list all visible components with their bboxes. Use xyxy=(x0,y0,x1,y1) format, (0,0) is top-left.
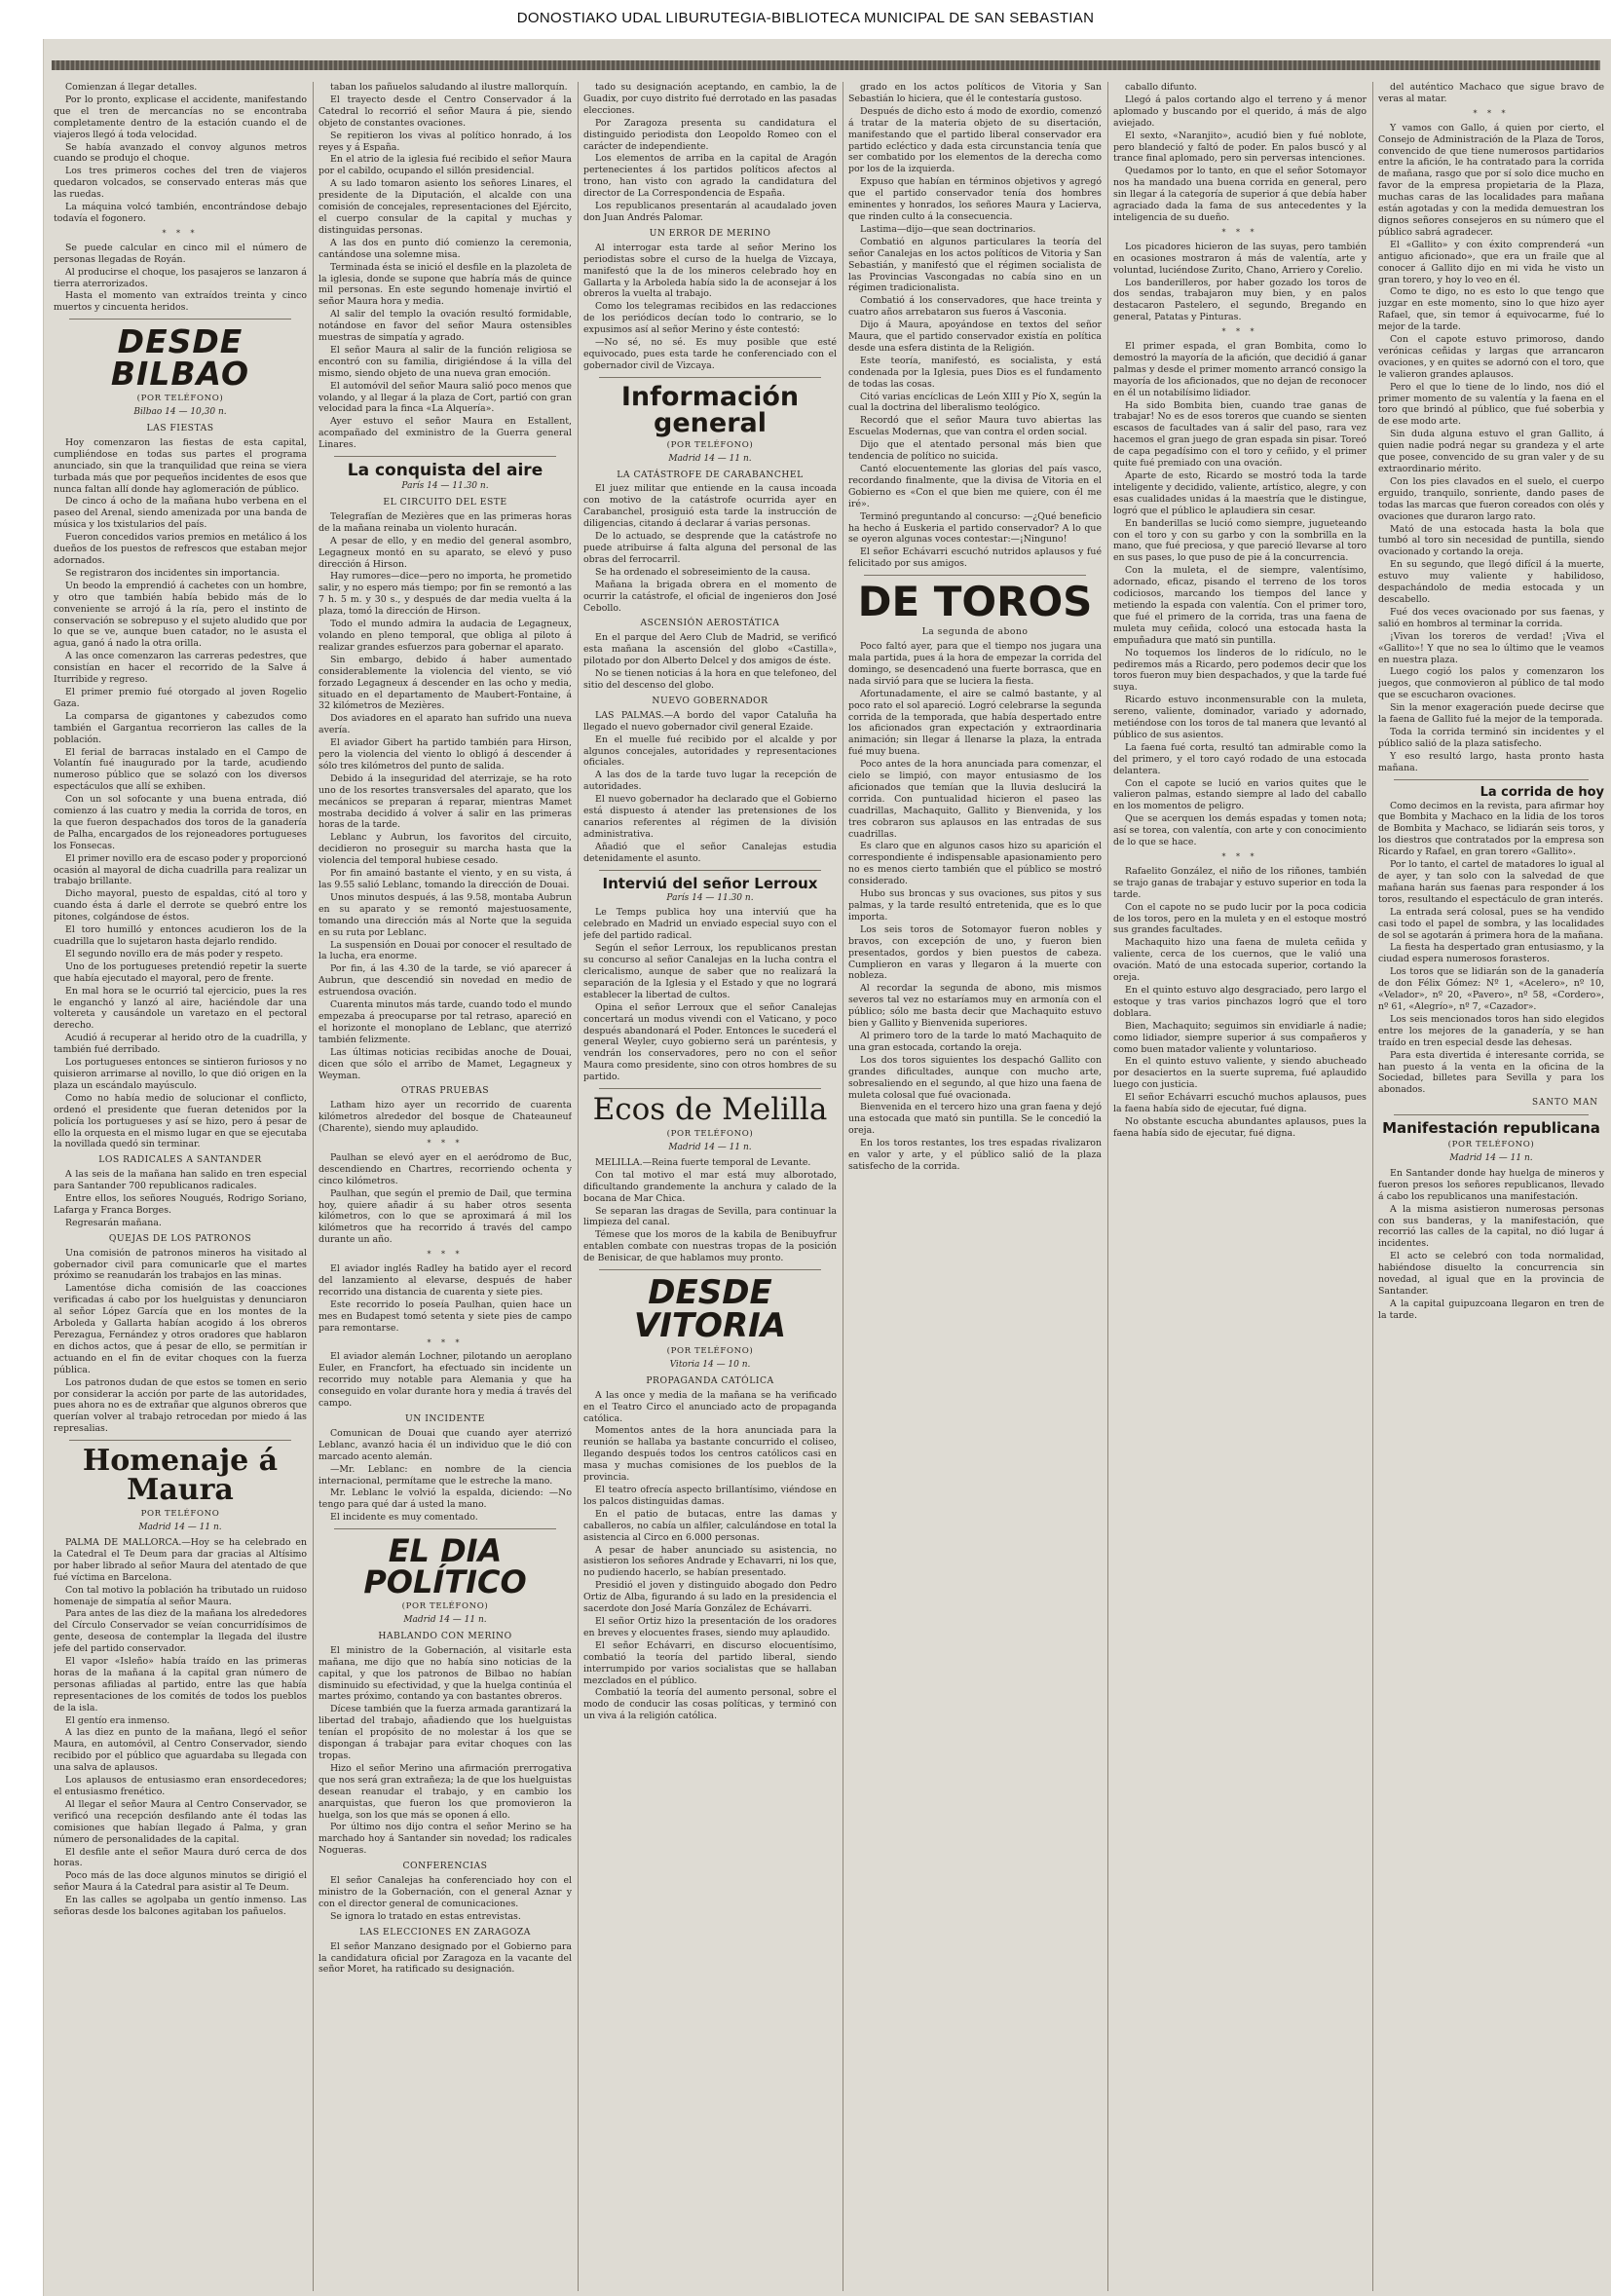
article-paragraph: Regresarán mañana. xyxy=(65,1217,162,1228)
article-paragraph: El señor Echávarri escuchó nutridos aplausos y fué felicitado por sus amigos. xyxy=(848,546,1102,570)
archive-header xyxy=(0,0,1611,39)
article-paragraph: A las once y media de la mañana se ha verificado en el Teatro Circo el anunciado acto de propaganda católica. xyxy=(583,1389,837,1424)
article-paragraph: El vapor «Isleño» había traído en las primeras horas de la mañana á la capital gran número de personas afiliadas al partido, entre las que había representaciones de los comités de todos los pueblos de la isla. xyxy=(54,1656,307,1713)
dateline: Bilbao 14 — 10,30 n. xyxy=(133,407,227,418)
article-paragraph: grado en los actos políticos de Vitoria y San Sebastián lo hiciera, que él le contestaría gustoso. xyxy=(848,82,1102,104)
section-headline: Ecos de Melilla xyxy=(592,1092,828,1128)
article-paragraph: El primer premio fué otorgado al joven Rogelio Gaza. xyxy=(54,686,307,709)
article-paragraph: Los banderilleros, por haber gozado los toros de dos sendas, trabajaron muy bien, y en palos destacaron Pastelero, el segundo, Bregando en general, Patatas y Pinturas. xyxy=(1113,277,1367,323)
article-paragraph: En el atrio de la iglesia fué recibido el señor Maura por el cabildo, ocupando el sillón presidencial. xyxy=(318,154,572,177)
article-paragraph: Acudió á recuperar al herido otro de la cuadrilla, y también fué derribado. xyxy=(54,1033,307,1056)
section-separator: * * * xyxy=(427,1337,464,1347)
column-3 xyxy=(583,82,837,2293)
dateline: Madrid 14 — 11 n. xyxy=(138,1523,222,1533)
article-paragraph: Poco faltó ayer, para que el tiempo nos jugara una mala partida, pues á la hora de empezar la corrida del domingo, se desencadenó una fuerte borrasca, que en nada sirvió para que se luciera la fiesta. xyxy=(848,641,1102,687)
article-paragraph: El juez militar que entiende en la causa incoada con motivo de la catástrofe ocurrida ayer en Carabanchel, prosiguió esta tarde la instrucción de diligencias, citando á declarar á varias personas. xyxy=(583,483,837,530)
article-paragraph: El señor Manzano designado por el Gobierno para la candidatura oficial por Zaragoza en la vacante del señor Moret, ha ratificado su designación. xyxy=(318,1940,572,1976)
section-separator: * * * xyxy=(1221,327,1258,337)
article-paragraph: A su lado tomaron asiento los señores Linares, el presidente de la Diputación, el alcalde con una comisión de concejales, representaciones del Ejército, el cuerpo consular de la capital y muchas y distinguidas personas. xyxy=(318,178,572,236)
section-headline: La corrida de hoy xyxy=(1480,784,1604,800)
source-line: (POR TELÉFONO) xyxy=(666,1346,754,1357)
article-paragraph: El señor Canalejas ha conferenciado hoy con el ministro de la Gobernación, con el general Aznar y con el director general de comunicaciones. xyxy=(318,1875,572,1909)
column-divider xyxy=(1107,82,1108,2291)
section-rule xyxy=(69,1440,291,1441)
subheading: CONFERENCIAS xyxy=(402,1861,488,1872)
article-paragraph: El nuevo gobernador ha declarado que el Gobierno está dispuesto á atender las pretensiones de los canarios referentes al régimen de la división administrativa. xyxy=(583,794,837,840)
section-rule xyxy=(599,870,821,871)
article-paragraph: El incidente es muy comentado. xyxy=(330,1512,478,1524)
article-paragraph: —Mr. Leblanc: en nombre de la ciencia internacional, permítame que le estreche la mano. xyxy=(318,1463,572,1487)
article-paragraph: La comparsa de gigantones y cabezudos como también el Gargantua recorrieron las calles de la población. xyxy=(54,710,307,745)
article-paragraph: Para antes de las diez de la mañana los alrededores del Círculo Conservador se veían concurridísimos de gente, deseosa de contemplar la llegada del ilustre jefe del partido conservador. xyxy=(54,1608,307,1655)
article-paragraph: Se repitieron los vivas al político honrado, á los reyes y á España. xyxy=(318,130,572,153)
article-paragraph: Hizo el señor Merino una afirmación prerrogativa que nos será gran extrañeza; la de que los huelguistas desean reanudar el trabajo, y en cambio los anarquistas, que fueron los que promovieron la huelga, son los que más se oponen á ello. xyxy=(318,1762,572,1821)
source-line: (POR TELÉFONO) xyxy=(1447,1140,1535,1150)
article-paragraph: El aviador inglés Radley ha batido ayer el record del lanzamiento al elevarse, después de haber recorrido una distancia de cuarenta y siete pies. xyxy=(318,1263,572,1298)
article-paragraph: Es claro que en algunos casos hizo su aparición el correspondiente é indispensable apasionamiento pero no es menos cierto también que el público se mostró considerado. xyxy=(848,841,1102,887)
article-paragraph: Ricardo estuvo inconmensurable con la muleta, sereno, valiente, dominador, variado y adornado, metiéndose con los toros de tal manera que levantó al público de sus asientos. xyxy=(1113,695,1367,740)
article-paragraph: El toro humilló y entonces acudieron los de la cuadrilla que lo sujetaron hasta dejarlo rendido. xyxy=(54,924,307,947)
article-paragraph: Cantó elocuentemente las glorias del país vasco, recordando finalmente, que la divisa de Vitoria en el Gobierno es «Con el que bien me quiere, con él me iré». xyxy=(848,464,1102,509)
article-paragraph: No toquemos los linderos de lo ridículo, no le pediremos más a Ricardo, pero podemos decir que los toros fueron muy bien despachados, y que la tarde fué suya. xyxy=(1113,647,1367,694)
article-paragraph: Los patronos dudan de que estos se tomen en serio por considerar la acción por parte de las autoridades, pues ahora no es de extrañar que algunos obreros que querían volver al trabajo retrocedan por miedo á las represalias. xyxy=(54,1376,307,1435)
article-paragraph: Bien, Machaquito; seguimos sin envidiarle á nadie; como lidiador, siempre superior á sus compañeros y como buen matador valiente y voluntarioso. xyxy=(1113,1020,1367,1055)
section-separator: * * * xyxy=(162,228,199,238)
article-paragraph: Leblanc y Aubrun, los favoritos del circuito, decidieron no proseguir su marcha hasta que la violencia del temporal hubiese cesado. xyxy=(318,832,572,867)
section-headline: EL DIA POLÍTICO xyxy=(363,1532,527,1601)
article-paragraph: Mr. Leblanc le volvió la espalda, diciendo: —No tengo para qué dar á usted la mano. xyxy=(318,1487,572,1511)
article-paragraph: Como te digo, no es esto lo que tengo que juzgar en este momento, sino lo que hizo ayer Rafael, que, sin temor á equivocarme, fué lo mejor de la tarde. xyxy=(1378,286,1604,333)
column-divider xyxy=(1372,82,1373,2291)
article-paragraph: Témese que los moros de la kabila de Benibuyfrur entablen combate con nuestras tropas de la posición de Benisicar, de que hablamos muy pronto. xyxy=(583,1229,837,1264)
article-paragraph: Mató de una estocada hasta la bola que tumbó al toro sin necesidad de puntilla, siendo ovacionado y cortando la oreja. xyxy=(1378,523,1604,558)
article-paragraph: Se separan las dragas de Sevilla, para continuar la limpieza del canal. xyxy=(583,1205,837,1228)
section-rule xyxy=(1394,779,1589,780)
article-paragraph: Momentos antes de la hora anunciada para la reunión se hallaba ya bastante concurrido el coliseo, llegando después todos los centros católicos casi en masa y muchas comisiones de los pueblos de la provincia. xyxy=(583,1425,837,1484)
article-paragraph: Uno de los portugueses pretendió repetir la suerte que había ejecutado el mayoral, pero de frente. xyxy=(54,960,307,984)
article-paragraph: La fiesta ha despertado gran entusiasmo, y la ciudad espera numerosos forasteros. xyxy=(1378,942,1604,965)
article-paragraph: El segundo novillo era de más poder y respeto. xyxy=(65,948,283,960)
article-paragraph: Por Zaragoza presenta su candidatura el distinguido periodista don Leopoldo Romeo con el carácter de independiente. xyxy=(583,117,837,152)
article-paragraph: Poco más de las doce algunos minutos se dirigió el señor Maura á la Catedral para asistir al Te Deum. xyxy=(54,1870,307,1894)
article-paragraph: Dijo á Maura, apoyándose en textos del señor Maura, que el partido conservador existía en política desde una esfera distinta de la Religión. xyxy=(848,320,1102,354)
subheading: LAS FIESTAS xyxy=(146,423,214,434)
article-paragraph: —No sé, no sé. Es muy posible que esté equivocado, pues esta tarde he conferenciado con el gobernador civil de Vizcaya. xyxy=(583,337,837,371)
article-paragraph: Se había avanzado el convoy algunos metros cuando se produjo el choque. xyxy=(54,141,307,165)
subheading: HABLANDO CON MERINO xyxy=(378,1630,512,1641)
article-paragraph: Añadió que el señor Canalejas estudia detenidamente el asunto. xyxy=(583,841,837,864)
subheading: PROPAGANDA CATÓLICA xyxy=(646,1374,774,1386)
article-paragraph: Al llegar el señor Maura al Centro Conservador, se verificó una recepción desfilando ante él todas las comisiones que habían llegado á Palma, y gran número de personalidades de la capital. xyxy=(54,1798,307,1845)
article-paragraph: Mañana la brigada obrera en el momento de ocurrir la catástrofe, el oficial de ingenieros don José Cebollo. xyxy=(583,579,837,614)
dateline: Madrid 14 — 11 n. xyxy=(668,453,752,464)
article-paragraph: Todo el mundo admira la audacia de Legagneux, volando en pleno temporal, que obliga al piloto á realizar grandes esfuerzos para gobernar el aparato. xyxy=(318,619,572,653)
dateline: Madrid 14 — 11 n. xyxy=(1449,1153,1533,1164)
article-paragraph: El trayecto desde el Centro Conservador á la Catedral lo recorrió el señor Maura á pie, siendo objeto de constantes ovaciones. xyxy=(318,94,572,129)
article-paragraph: Latham hizo ayer un recorrido de cuarenta kilómetros alrededor del bosque de Chateauneuf (Charente), siendo muy aplaudido. xyxy=(318,1100,572,1135)
article-paragraph: Los tres primeros coches del tren de viajeros quedaron volcados, se conservado enteras más que las ruedas. xyxy=(54,166,307,201)
article-paragraph: Al primero toro de la tarde lo mató Machaquito de una gran estocada, cortando la oreja. xyxy=(848,1030,1102,1053)
article-paragraph: Al recordar la segunda de abono, mis mismos severos tal vez no estaríamos muy en armonía con el público; sólo me basta decir que Machaquito estuvo bien y Gallito y Bienvenida superiores. xyxy=(848,983,1102,1030)
article-paragraph: Paulhan se elevó ayer en el aeródromo de Buc, descendiendo en Chartres, recorriendo ochenta y cinco kilómetros. xyxy=(318,1151,572,1186)
article-paragraph: A las dos en punto dió comienzo la ceremonia, cantándose una solemne misa. xyxy=(318,237,572,260)
article-paragraph: Por fin, á las 4.30 de la tarde, se vió aparecer á Aubrun, que descendió sin novedad en medio de estruendosa ovación. xyxy=(318,963,572,998)
article-paragraph: La entrada será colosal, pues se ha vendido casi todo el papel de sombra, y las localidades de sol se agotarán á primera hora de la mañana. xyxy=(1378,906,1604,941)
article-paragraph: Al salir del templo la ovación resultó formidable, notándose en favor del señor Maura ostensibles muestras de simpatía y agrado. xyxy=(318,309,572,344)
article-paragraph: Con tal motivo la población ha tributado un ruidoso homenaje de simpatía al señor Maura. xyxy=(54,1584,307,1607)
section-rule xyxy=(599,377,821,378)
article-paragraph: Debido á la inseguridad del aterrizaje, se ha roto uno de los resortes transversales del aparato, que los mecánicos se preparan á reparar, mientras Mamet mostraba decidido á volver á salir en las primeras horas de la tarde. xyxy=(318,772,572,831)
article-paragraph: De lo actuado, se desprende que la catástrofe no puede atribuirse á falta alguna del personal de las obras del ferrocarril. xyxy=(583,531,837,565)
article-paragraph: Después de dicho esto á modo de exordio, comenzó á tratar de la materia objeto de su disertación, manifestando que el partido liberal conservador era partido ecléctico y dada esta circunstancia tenía que ser combatido por los elementos de la derecha como por los de la izquierda. xyxy=(848,105,1102,175)
article-paragraph: Terminó preguntando al concurso: —¿Qué beneficio ha hecho á Euskeria el partido conservador? A lo que se oyeron algunas voces contestar:—¡Ninguno! xyxy=(848,510,1102,546)
source-line: (POR TELÉFONO) xyxy=(401,1601,489,1612)
article-paragraph: Quedamos por lo tanto, en que el señor Sotomayor nos ha mandado una buena corrida en general, pero sin llegar á la categoría de superior á que debía haber agraciado dada la fama de sus antecedentes y la inteligencia de su dueño. xyxy=(1113,166,1367,223)
article-paragraph: MELILLA.—Reina fuerte temporal de Levante. xyxy=(595,1156,811,1168)
subheading: ASCENSIÓN AEROSTÁTICA xyxy=(640,618,780,629)
source-line: (POR TELÉFONO) xyxy=(666,439,754,450)
section-rule xyxy=(864,575,1086,576)
article-paragraph: A las seis de la mañana han salido en tren especial para Santander 700 republicanos radicales. xyxy=(54,1169,307,1192)
subheading: UN INCIDENTE xyxy=(405,1412,485,1424)
dateline: París 14 — 11.30 n. xyxy=(666,892,754,903)
article-paragraph: tado su designación aceptando, en cambio, la de Guadix, por cuyo distrito fué derrotado en las pasadas elecciones. xyxy=(583,82,837,116)
article-paragraph: Con el capote estuvo primoroso, dando verónicas ceñidas y largas que arrancaron ovaciones, y en quites se adornó con el toro, que le valieron grandes aplausos. xyxy=(1378,334,1604,380)
article-paragraph: Aparte de esto, Ricardo se mostró toda la tarde inteligente y decidido, valiente, artístico, alegre, y con esas cualidades unidas á la maestría que le distingue, logró que el público le aplaudiera sin cesar. xyxy=(1113,470,1367,516)
article-paragraph: La faena fué corta, resultó tan admirable como la del primero, y el toro cayó rodado de una estocada delantera. xyxy=(1113,741,1367,776)
subheading: EL CIRCUITO DEL ESTE xyxy=(383,497,507,508)
article-paragraph: En su segundo, que llegó difícil á la muerte, estuvo muy valiente y habilidoso, despachándolo de media estocada y un descabello. xyxy=(1378,559,1604,605)
article-paragraph: No se tienen noticias á la hora en que telefoneo, del sitio del descenso del globo. xyxy=(583,668,837,691)
article-paragraph: Los dos toros siguientes los despachó Gallito con grandes dificultades, aunque con mucho arte, sobresaliendo en el segundo, al que hizo una faena de muleta colosal que fué ovacionada. xyxy=(848,1054,1102,1101)
article-paragraph: Los toros que se lidiarán son de la ganadería de don Félix Gómez: Nº 1, «Acelero», nº 10, «Velador», nº 20, «Pavero», nº 58, «Cordero», nº 61, «Alegrío», nº 7, «Cazador». xyxy=(1378,966,1604,1012)
article-paragraph: El señor Echávarri, en discurso elocuentísimo, combatió la teoría del partido liberal, siendo interrumpido por varios socialistas que se hallaban mezclados en el público. xyxy=(583,1639,837,1686)
article-paragraph: ¡Vivan los toreros de verdad! ¡Viva el «Gallito»! Y que no sea lo último que le veamos en nuestra plaza. xyxy=(1378,630,1604,665)
article-paragraph: Recordó que el señor Maura tuvo abiertas las Escuelas Modernas, que van contra el orden social. xyxy=(848,415,1102,438)
article-paragraph: Machaquito hizo una faena de muleta ceñida y valiente, cerca de los cuernos, que le valió una ovación. Mató de una estocada superior, cortando la oreja. xyxy=(1113,937,1367,984)
article-paragraph: A las diez en punto de la mañana, llegó el señor Maura, en automóvil, al Centro Conservador, siendo recibido por el público que aguardaba su llegada con una salva de aplausos. xyxy=(54,1727,307,1774)
article-paragraph: A las once comenzaron las carreras pedestres, que consistían en hacer el recorrido de la Salve á Iturribide y regreso. xyxy=(54,651,307,686)
article-paragraph: Según el señor Lerroux, los republicanos prestan su concurso al señor Canalejas en la lucha contra el clericalismo, aunque de saber que no realizará la separación de la Iglesia y el Estado y que no logrará establecer la libertad de cultos. xyxy=(583,943,837,1000)
dateline: Madrid 14 — 11 n. xyxy=(668,1142,752,1152)
article-paragraph: Los seis toros de Sotomayor fueron nobles y bravos, con excepción de uno, y fueron bien presentados, gordos y bien puestos de cabeza. Cumplieron en varas y llegaron á la muerte con nobleza. xyxy=(848,923,1102,982)
article-paragraph: Dos aviadores en el aparato han sufrido una nueva avería. xyxy=(318,713,572,736)
section-rule xyxy=(69,319,291,320)
source-line: POR TELÉFONO xyxy=(140,1509,220,1520)
article-paragraph: El señor Echávarri escuchó muchos aplausos, pues la faena había sido de ejecutar, fué digna. xyxy=(1113,1092,1367,1115)
masthead-rule xyxy=(52,60,1600,70)
article-paragraph: Como no había medio de solucionar el conflicto, ordenó el presidente que fueran detenidos por la policía los portugueses y así se hizo, pero á pesar de ello la orquesta en el mismo lugar en que se ejecutaba la novillada quedó sin terminar. xyxy=(54,1092,307,1150)
article-paragraph: El aviador alemán Lochner, pilotando un aeroplano Euler, en Francfort, ha efectuado sin incidente un recorrido muy notable para Alemania y que ha conseguido en volar durante hora y media á través del campo. xyxy=(318,1351,572,1410)
subheading: LA CATÁSTROFE DE CARABANCHEL xyxy=(617,469,804,480)
column-4 xyxy=(848,82,1102,2293)
article-paragraph: Los aplausos de entusiasmo eran ensordecedores; el entusiasmo frenético. xyxy=(54,1775,307,1797)
article-paragraph: Comunican de Douai que cuando ayer aterrizó Leblanc, avanzó hacia él un individuo que le dió con marcado acento alemán. xyxy=(318,1427,572,1462)
article-paragraph: El gentío era inmenso. xyxy=(65,1714,170,1726)
subheading: LOS RADICALES A SANTANDER xyxy=(98,1154,262,1166)
article-paragraph: taban los pañuelos saludando al ilustre mallorquín. xyxy=(330,82,568,93)
article-paragraph: Y eso resultó largo, hasta pronto hasta mañana. xyxy=(1378,750,1604,773)
article-paragraph: Con un sol sofocante y una buena entrada, dió comienzo á las cuatro y media la corrida de toros, en la que fueron despachados dos toros de la ganadería de Palha, encargados de los rejoneadores portugueses los Fonsecas. xyxy=(54,794,307,851)
article-paragraph: Para esta divertida é interesante corrida, se han puesto á la venta en la oficina de la Sociedad, billetes para Sevilla y para los abonados. xyxy=(1378,1049,1604,1096)
article-paragraph: Fueron concedidos varios premios en metálico á los dueños de los puestos de refrescos que estaban mejor adornados. xyxy=(54,532,307,566)
subheading: QUEJAS DE LOS PATRONOS xyxy=(108,1232,252,1244)
article-paragraph: Citó varias encíclicas de León XIII y Pío X, según la cual la doctrina del liberalismo teológico. xyxy=(848,391,1102,414)
article-paragraph: Sin duda alguna estuvo el gran Gallito, á quien nadie podrá negar su grandeza y el arte que posee, convencido de su gran valer y de su extraordinario mérito. xyxy=(1378,429,1604,474)
article-paragraph: Expuso que habían en términos objetivos y agregó que el partido conservador tenía dos hombres eminentes y honrados, los señores Maura y Lacierva, que rinden culto á la consecuencia. xyxy=(848,176,1102,222)
article-paragraph: Hubo sus broncas y sus ovaciones, sus pitos y sus palmas, y la tarde resultó entretenida, que es lo que importa. xyxy=(848,888,1102,922)
article-paragraph: Este teoría, manifestó, es socialista, y está condenada por la Iglesia, pues Dios es el fundamento de todas las cosas. xyxy=(848,355,1102,390)
article-paragraph: Con el capote no se pudo lucir por la poca codicia de los toros, pero en la muleta y en el estoque mostró sus grandes facultades. xyxy=(1113,901,1367,936)
article-paragraph: Al interrogar esta tarde al señor Merino los periodistas sobre el curso de la huelga de Vizcaya, manifestó que la de los mineros celebrado hoy en Gallarta y la Arboleda había sido la de aconsejar á los obreros la vuelta al trabajo. xyxy=(583,242,837,300)
article-paragraph: Ayer estuvo el señor Maura en Estallent, acompañado del exministro de la Guerra general Linares. xyxy=(318,416,572,451)
subheading: UN ERROR DE MERINO xyxy=(649,227,771,239)
article-paragraph: Paulhan, que según el premio de Dail, que termina hoy, quiere añadir á su haber otros sesenta kilómetros, con lo que se aproximará á mil los kilómetros que ha recorrido á través del campo durante un año. xyxy=(318,1187,572,1246)
article-paragraph: Le Temps publica hoy una interviú que ha celebrado en Madrid un enviado especial suyo con el jefe del partido radical. xyxy=(583,907,837,942)
article-paragraph: Con el capote se lució en varios quites que le valieron palmas, estando siempre al lado del caballo en los momentos de peligro. xyxy=(1113,777,1367,812)
article-paragraph: A la misma asistieron numerosas personas con sus banderas, y la manifestación, que recorrió las calles de la capital, no dió lugar á incidentes. xyxy=(1378,1203,1604,1250)
article-paragraph: De cinco á ocho de la mañana hubo verbena en el paseo del Arenal, siendo amenizada por una banda de música y los txistularios del país. xyxy=(54,496,307,531)
article-paragraph: Unos minutos después, á las 9.58, montaba Aubrun en su aparato y se remontó majestuosamente, tomando una dirección más al Norte que la seguida en su ruta por Leblanc. xyxy=(318,891,572,938)
newspaper-page xyxy=(43,39,1611,2296)
column-2 xyxy=(318,82,572,2293)
section-separator: * * * xyxy=(427,1139,464,1148)
article-paragraph: Combatió á los conservadores, que hace treinta y cuatro años arrebataron sus fueros á Vasconia. xyxy=(848,295,1102,319)
section-separator: * * * xyxy=(427,1250,464,1260)
article-paragraph: Con tal motivo el mar está muy alborotado, dificultando grandemente la anchura y calado de la bocana de Mar Chica. xyxy=(583,1169,837,1204)
section-headline: Interviú del señor Lerroux xyxy=(602,874,818,892)
article-paragraph: Combatió en algunos particulares la teoría del señor Canalejas en los actos políticos de Vitoria y San Sebastián, y manifestó que el régimen socialista de las Provincias Vascongadas no cabía sino en un régimen tradicionalista. xyxy=(848,236,1102,294)
article-paragraph: Se ha ordenado el sobreseimiento de la causa. xyxy=(595,566,811,578)
article-paragraph: En el patio de butacas, entre las damas y caballeros, no cabía un alfiler, calculándose en total la asistencia al Circo en 6.000 personas. xyxy=(583,1508,837,1543)
article-paragraph: Por lo pronto, explicase el accidente, manifestando que el tren de mercancías no se encontraba completamente dentro de la estación cuando el de viajeros llegó á toda velocidad. xyxy=(54,94,307,140)
article-paragraph: El teatro ofrecía aspecto brillantísimo, viéndose en los palcos distinguidas damas. xyxy=(583,1485,837,1507)
section-headline: Homenaje á Maura xyxy=(82,1444,279,1508)
article-paragraph: A la capital guipuzcoana llegaron en tren de la tarde. xyxy=(1378,1298,1604,1321)
article-paragraph: Afortunadamente, el aire se calmó bastante, y al poco rato el sol apareció. Logró celebrarse la segunda corrida de la temporada, que había despertado entre los aficionados gran expectación y extraordinaria animación; sin llegar á llenarse la plaza, la entrada fué muy buena. xyxy=(848,688,1102,758)
source-line: (POR TELÉFONO) xyxy=(666,1129,754,1140)
article-paragraph: Llegó á palos cortando algo el terreno y á menor aplomado y buscando por el querido, á más de algo aviejado. xyxy=(1113,94,1367,129)
article-paragraph: En el parque del Aero Club de Madrid, se verificó esta mañana la ascensión del globo «Castilla», pilotado por don Alberto Delcel y dos amigos de éste. xyxy=(583,632,837,667)
article-paragraph: El señor Ortiz hizo la presentación de los oradores en breves y elocuentes frases, siendo muy aplaudido. xyxy=(583,1615,837,1638)
article-paragraph: Las últimas noticias recibidas anoche de Douai, dicen que sólo el arribo de Mamet, Legagneux y Weyman. xyxy=(318,1046,572,1081)
dateline: París 14 — 11.30 n. xyxy=(401,481,489,492)
article-paragraph: Bienvenida en el tercero hizo una gran faena y dejó una estocada que mató sin puntilla. Se le concedió la oreja. xyxy=(848,1102,1102,1137)
article-paragraph: El primer espada, el gran Bombita, como lo demostró la mayoría de la afición, que decidió á ganar palmas y desde el primer momento arrancó consigo la mayoría de los aficionados, que no dejan de reconocer en él un notabilísimo lidiador. xyxy=(1113,341,1367,398)
article-paragraph: Hasta el momento van extraídos treinta y cinco muertos y cincuenta heridos. xyxy=(54,290,307,314)
article-paragraph: El ministro de la Gobernación, al visitarle esta mañana, me dijo que no había sino noticias de la capital, y que los patronos de Bilbao no habían disminuido su efectividad, y que la huelga continúa el martes próximo, contando ya con bastantes obreros. xyxy=(318,1644,572,1703)
section-headline: Manifestación republicana xyxy=(1382,1119,1600,1138)
column-5 xyxy=(1113,82,1367,2293)
subheading: OTRAS PRUEBAS xyxy=(400,1085,490,1097)
article-paragraph: La suspensión en Douai por conocer el resultado de la lucha, era enorme. xyxy=(318,939,572,962)
article-paragraph: El señor Maura al salir de la función religiosa se encontró con su familia, dirigiéndose á la villa del mismo, siendo objeto de una nueva gran emoción. xyxy=(318,344,572,379)
article-paragraph: A pesar de ello, y en medio del general asombro, Legagneux montó en su aparato, se elevó y puso dirección á Hirson. xyxy=(318,535,572,570)
article-paragraph: Pero el que lo tiene de lo lindo, nos dió el primer momento de su valentía y la faena en el toro que brindó al público, que fué soberbia y de ese modo arte. xyxy=(1378,381,1604,428)
article-paragraph: En banderillas se lució como siempre, jugueteando con el toro y con su garbo y con la sombrilla en la mano, que fué preciosa, y que pareció llevarse al toro en sus pases, lo que puso de pie á la concurrencia. xyxy=(1113,517,1367,564)
article-paragraph: Hay rumores—dice—pero no importa, he prometido salir, y no espero más tiempo; por fin se remontó a las 7 h. 5 m. y 30 s., y después de dar media vuelta á la plaza, tomó la dirección de Hirson. xyxy=(318,571,572,618)
article-paragraph: El ferial de barracas instalado en el Campo de Volantín fué inaugurado por la tarde, acudiendo numeroso público que se solazó con los diversos espectáculos que allí se exhiben. xyxy=(54,746,307,793)
article-paragraph: Como los telegramas recibidos en las redacciones de los periódicos decían todo lo contrario, se lo expusimos así al señor Merino y éste contestó: xyxy=(583,301,837,336)
article-paragraph: Sin la menor exageración puede decirse que la faena de Gallito fué la mejor de la temporada. xyxy=(1378,702,1604,726)
article-paragraph: El automóvil del señor Maura salió poco menos que volando, y al llegar á la plaza de Cort, partió con gran velocidad para la finca «La Alquería». xyxy=(318,380,572,415)
dateline: Vitoria 14 — 10 n. xyxy=(669,1359,751,1370)
column-divider xyxy=(313,82,314,2291)
article-paragraph: Sin embargo, debido á haber aumentado considerablemente la violencia del viento, se vió forzado Legagneux á descender en las ocho y media, situado en el departamento de Maubert-Fontaine, á 32 kilómetros de Mezières. xyxy=(318,654,572,712)
article-paragraph: La máquina volcó también, encontrándose debajo todavía el fogonero. xyxy=(54,202,307,224)
article-paragraph: No obstante escucha abundantes aplausos, pues la faena había sido de ejecutar, fué digna. xyxy=(1113,1115,1367,1139)
source-line: (POR TELÉFONO) xyxy=(136,394,224,404)
article-paragraph: A pesar de haber anunciado su asistencia, no asistieron los señores Andrade y Echavarri, ni los que, no pudiendo hacerlo, se habían presentado. xyxy=(583,1544,837,1579)
article-paragraph: Lastima—dijo—que sean doctrinarios. xyxy=(860,223,1036,235)
column-1 xyxy=(54,82,307,2293)
article-paragraph: Por último nos dijo contra el señor Merino se ha marchado hoy á Santander sin novedad; los radicales Nogueras. xyxy=(318,1822,572,1857)
article-paragraph: Ha sido Bombita bien, cuando trae ganas de trabajar! No es de esos toreros que cuando se sienten escasos de facultades van á salir del paso, rara vez hacemos el gran juego de gran espada sin pisar. Toreó de capa pegadísimo con el toro y ceñido, y el primer quite fué premiado con una ovación. xyxy=(1113,399,1367,470)
article-paragraph: En Santander donde hay huelga de mineros y fueron presos los señores republicanos, llevado á cabo los republicanos una manifestación. xyxy=(1378,1167,1604,1202)
article-paragraph: Y vamos con Gallo, á quien por cierto, el Consejo de Administración de la Plaza de Toros, convencido de que tiene numerosos partidarios entre la afición, le ha contratado para la corrida de mañana, rasgo que por sí solo dice mucho en favor de la empresa propietaria de la Plaza, muchas caras de las localidades para mañana están agotadas y con la medida demuestran los dignos señores consejeros en su número que el público sabrá agradecer. xyxy=(1378,122,1604,238)
article-paragraph: El aviador Gibert ha partido también para Hirson, pero la violencia del viento lo obligó á descender á sólo tres kilómetros del punto de salida. xyxy=(318,737,572,772)
section-headline: DESDE BILBAO xyxy=(110,322,250,394)
article-paragraph: Luego cogió los palos y comenzaron los juegos, que conmovieron al público de tal modo que se escucharon ovaciones. xyxy=(1378,666,1604,701)
article-paragraph: PALMA DE MALLORCA.—Hoy se ha celebrado en la Catedral el Te Deum para dar gracias al Altísimo por haber librado al señor Maura del atentado de que fué víctima en Barcelona. xyxy=(54,1536,307,1583)
article-paragraph: caballo difunto. xyxy=(1125,82,1197,93)
article-paragraph: Por fin amainó bastante el viento, y en su vista, á las 9.55 salió Leblanc, tomando la dirección de Douai. xyxy=(318,868,572,890)
article-paragraph: En el muelle fué recibido por el alcalde y por algunos concejales, autoridades y representaciones oficiales. xyxy=(583,734,837,769)
article-paragraph: Poco antes de la hora anunciada para comenzar, el cielo se limpió, con mayor entusiasmo de los aficionados que temían que la lluvia deslucirá la corrida. Con puntualidad hicieron el paseo las cuadrillas, Machaquito, Gallito y Bienvenida, y los tres cobraron sus aplausos en las entradas de sus cuadrillas. xyxy=(848,759,1102,840)
article-paragraph: En el quinto estuvo algo desgraciado, pero largo el estoque y tras varios pinchazos logró que el toro doblara. xyxy=(1113,984,1367,1019)
article-paragraph: En mal hora se le ocurrió tal ejercicio, pues la res le enganchó y lanzó al aire, haciéndole dar una voltereta y causándole un varetazo en el pectoral derecho. xyxy=(54,985,307,1032)
article-paragraph: Los picadores hicieron de las suyas, pero también en ocasiones mostraron á más de valentía, arte y voluntad, luciéndose Zurito, Chano, Arriero y Corelio. xyxy=(1113,241,1367,276)
article-paragraph: Lamentóse dicha comisión de las coacciones verificadas á cabo por los huelguistas y denunciaron al señor López García que en los montes de la Arboleda y Gallarta habían acogido á los obreros Perezagua, Fernández y otros oradores que hablaron en dichos actos, que á pesar de ello, se permitían ir actuando en el fin de evitar choques con la fuerza pública. xyxy=(54,1283,307,1375)
article-paragraph: Combatió la teoría del aumento personal, sobre el modo de conducir las cosas políticas, y terminó con un viva á la religión católica. xyxy=(583,1687,837,1722)
article-paragraph: Dicho mayoral, puesto de espaldas, citó al toro y cuando ésta á darle el derrote se quebró entre los pitones, colgándose de éstos. xyxy=(54,888,307,923)
article-paragraph: El primer novillo era de escaso poder y proporcionó ocasión al mayoral de dicha cuadrilla para realizar un trabajo brillante. xyxy=(54,852,307,887)
article-paragraph: LAS PALMAS.—A bordo del vapor Cataluña ha llegado el nuevo gobernador civil general Ezaide. xyxy=(583,709,837,733)
subheading: LAS ELECCIONES EN ZARAGOZA xyxy=(359,1926,531,1938)
dateline: Madrid 14 — 11 n. xyxy=(403,1615,487,1626)
article-paragraph: del auténtico Machaco que sigue bravo de veras al matar. xyxy=(1378,82,1604,104)
article-paragraph: Opina el señor Lerroux que el señor Canalejas concertará un modus vivendi con el Vaticano, y poco después abandonará el Poder. Entonces le sucederá el general Weyler, cuyo gobierno será un paréntesis, y vendrán los conservadores, pero no con el señor Maura como presidente, sino con otros hombres de su partido. xyxy=(583,1001,837,1083)
article-paragraph: Comienzan á llegar detalles. xyxy=(65,82,198,93)
article-paragraph: Los portugueses entonces se sintieron furiosos y no quisieron arrimarse al novillo, lo que dió origen en la plaza un escándalo mayúsculo. xyxy=(54,1057,307,1091)
article-paragraph: El acto se celebró con toda normalidad, habiéndose disuelto la concurrencia sin novedad, al igual que en la provincia de Santander. xyxy=(1378,1251,1604,1297)
article-paragraph: En los toros restantes, los tres espadas rivalizaron en valor y arte, y el público salió de la plaza satisfecho de la corrida. xyxy=(848,1138,1102,1172)
article-paragraph: El sexto, «Naranjito», acudió bien y fué noblote, pero blandeció y faltó de poder. En palos buscó y al trance final aplomado, pero sin perversas intenciones. xyxy=(1113,130,1367,165)
subheading: La segunda de abono xyxy=(921,626,1029,638)
article-paragraph: Terminada ésta se inició el desfile en la plazoleta de la iglesia, donde se supone que habría más de quince mil personas. En este segundo homenaje invirtió el señor Maura hora y media. xyxy=(318,261,572,308)
article-paragraph: Hoy comenzaron las fiestas de esta capital, cumpliéndose en todas sus partes el programa anunciado, sin que la tranquilidad que reina se viera turbada más que por pequeños incidentes de esos que nunca faltan allí donde hay aglomeración de público. xyxy=(54,436,307,495)
article-paragraph: Este recorrido lo poseía Paulhan, quien hace un mes en Budapest tomó setenta y siete pies de campo para remontarse. xyxy=(318,1299,572,1334)
column-divider xyxy=(578,82,579,2291)
section-headline: Información general xyxy=(620,381,800,438)
article-paragraph: Como decimos en la revista, para afirmar hoy que Bombita y Machaco en la lidia de los toros de Bombita y Machaco, se lidiarán seis toros, y los diestros que contratados por la empresa son Ricardo y Rafael, en gran torero «Gallito». xyxy=(1378,800,1604,858)
article-paragraph: Dícese también que la fuerza armada garantizará la libertad del trabajo, añadiendo que los huelguistas tenían el propósito de no molestar á los que se dispongan á trabajar para evitar choques con las tropas. xyxy=(318,1704,572,1761)
section-separator: * * * xyxy=(1473,108,1510,118)
article-paragraph: Con la muleta, el de siempre, valentísimo, adornado, eficaz, pisando el terreno de los toros codiciosos, marcando los tiempos del lance y metiendo la espada con valentía. Con el primer toro, que fué el primero de la corrida, tras una faena de muleta muy ceñida, colocó una estocada hasta la empuñadura que mató sin puntilla. xyxy=(1113,565,1367,646)
article-paragraph: Rafaelito González, el niño de los riñones, también se trajo ganas de trabajar y estuvo superior en toda la tarde. xyxy=(1113,865,1367,900)
article-paragraph: Por lo tanto, el cartel de matadores lo igual al de ayer, y tan solo con la salvedad de que mañana harán sus faenas para responder á los toros, resultando el espectáculo de gran interés. xyxy=(1378,859,1604,905)
article-paragraph: Los republicanos presentarán al acaudalado joven don Juan Andrés Palomar. xyxy=(583,201,837,223)
article-paragraph: A las dos de la tarde tuvo lugar la recepción de autoridades. xyxy=(583,770,837,793)
section-rule xyxy=(1394,1114,1589,1115)
article-paragraph: En las calles se agolpaba un gentío inmenso. Las señoras desde los balcones agitaban los pañuelos. xyxy=(54,1895,307,1918)
article-paragraph: El desfile ante el señor Maura duró cerca de dos horas. xyxy=(54,1846,307,1869)
section-headline: La conquista del aire xyxy=(347,461,543,481)
article-paragraph: Se puede calcular en cinco mil el número de personas llegadas de Royán. xyxy=(54,242,307,265)
section-rule xyxy=(599,1088,821,1089)
article-paragraph: Dijo que el atentado personal más bien que tendencia de político no suicida. xyxy=(848,439,1102,463)
section-separator: * * * xyxy=(1221,227,1258,237)
article-paragraph: Se registraron dos incidentes sin importancia. xyxy=(65,567,281,579)
article-paragraph: Al producirse el choque, los pasajeros se lanzaron á tierra aterrorizados. xyxy=(54,266,307,289)
article-paragraph: Los elementos de arriba en la capital de Aragón pertenecientes á los partidos políticos afectos al trono, han visto con agrado la candidatura del director de La Correspondencia de España. xyxy=(583,153,837,200)
section-rule xyxy=(599,1269,821,1270)
archive-title: DONOSTIAKO UDAL LIBURUTEGIA-BIBLIOTECA MUNICIPAL DE SAN SEBASTIAN xyxy=(516,10,1095,26)
section-rule xyxy=(334,456,556,457)
article-paragraph: Telegrafían de Mezières que en las primeras horas de la mañana reinaba un violento huracán. xyxy=(318,510,572,534)
author-signature: SANTO MAN xyxy=(1531,1098,1598,1109)
section-separator: * * * xyxy=(1221,852,1258,861)
article-paragraph: Entre ellos, los señores Nougués, Rodrigo Soriano, Lafarga y Franca Borges. xyxy=(54,1193,307,1216)
subheading: NUEVO GOBERNADOR xyxy=(652,695,768,706)
article-paragraph: Un beodo la emprendió á cachetes con un hombre, y otro que también había bebido más de lo conveniente se arrojó á la ría, pero el instinto de conservación se sobrepuso y el sujeto aludido que por lo que se ve, aunque buen catador, no le asusta el agua, ganó á nado la otra orilla. xyxy=(54,580,307,650)
article-paragraph: Una comisión de patronos mineros ha visitado al gobernador civil para comunicarle que el martes próximo se reanudarán los trabajos en las minas. xyxy=(54,1247,307,1282)
section-rule xyxy=(334,1528,556,1529)
article-paragraph: Con los pies clavados en el suelo, el cuerpo erguido, tranquilo, sonriente, dando pases de todas las marcas que fueron coreados con olés y ovaciones que duraron largo rato. xyxy=(1378,475,1604,522)
article-paragraph: Los seis mencionados toros han sido elegidos entre los mejores de la ganadería, y se han traído en tren especial desde las dehesas. xyxy=(1378,1013,1604,1048)
column-6 xyxy=(1378,82,1604,2293)
section-headline: DESDE VITORIA xyxy=(633,1273,787,1346)
article-paragraph: En el quinto estuvo valiente, y siendo abucheado por desaciertos en la suerte suprema, fué aplaudido luego con justicia. xyxy=(1113,1056,1367,1091)
section-headline: DE TOROS xyxy=(857,578,1093,626)
article-paragraph: Que se acerquen los demás espadas y tomen nota; así se torea, con valentía, con arte y con conocimiento de lo que se hace. xyxy=(1113,813,1367,848)
article-paragraph: El «Gallito» y con éxito comprenderá «un antiguo aficionado», que era un fraile que al conocer á Gallito dijo en mi vida he visto un gran torero, y hoy lo veo en él. xyxy=(1378,239,1604,285)
article-paragraph: Cuarenta minutos más tarde, cuando todo el mundo empezaba á preocuparse por tal retraso, apareció en el horizonte el monoplano de Leblanc, que aterrizó también felizmente. xyxy=(318,999,572,1045)
article-paragraph: Toda la corrida terminó sin incidentes y el público salió de la plaza satisfecho. xyxy=(1378,726,1604,749)
article-paragraph: Presidió el joven y distinguido abogado don Pedro Ortiz de Alba, figurando á su lado en la presidencia el sacerdote don José María González de Echávarri. xyxy=(583,1580,837,1615)
article-paragraph: Se ignora lo tratado en estas entrevistas. xyxy=(330,1910,521,1922)
article-paragraph: Fué dos veces ovacionado por sus faenas, y salió en hombros al terminar la corrida. xyxy=(1378,606,1604,629)
